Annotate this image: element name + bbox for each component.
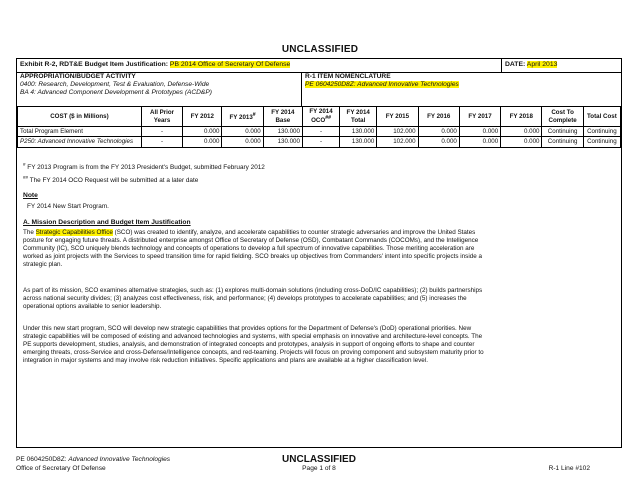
appropriation-row bbox=[17, 72, 621, 107]
footer-office: Office of Secretary Of Defense bbox=[16, 464, 106, 472]
p1-line1: (SCO) was created to identify, analyze, and accelerate capabilities to counter strategic adversaries and improve the United States bbox=[112, 229, 476, 236]
exhibit-row bbox=[17, 59, 621, 73]
p1-line2: posture for engaging future threats. A distributed enterprise amongst Office of Secretary of Defense (OSD), Combatant Commands (COCOMs), and the Intelligence bbox=[23, 237, 479, 245]
fy2013-mark: # bbox=[252, 111, 256, 118]
cell-fy2014-oco: - bbox=[302, 137, 339, 147]
col-header-fy2016: FY 2016 bbox=[418, 107, 459, 127]
mission-paragraph-2 bbox=[23, 287, 613, 311]
p3-line2: strategic capabilities will be composed of existing and advanced technologies and systems, with special emphasis on innovative and architecture-level concepts. The bbox=[23, 333, 483, 341]
col-header-fy2014-oco bbox=[302, 107, 339, 127]
p2-line2: across national security divides; (3) analyzes cost effectiveness, risk, and performance; (4) develops prototypes to accelerate capabilities; and (5) increases the bbox=[23, 295, 467, 303]
cell-fy2014-base: 130.000 bbox=[263, 127, 302, 137]
table-row bbox=[18, 137, 621, 147]
mission-paragraph-1 bbox=[23, 229, 613, 269]
col-header-fy2017: FY 2017 bbox=[459, 107, 500, 127]
cell-fy2016: 0.000 bbox=[418, 137, 459, 147]
footnote-1 bbox=[23, 162, 265, 171]
cell-complete: Continuing bbox=[542, 127, 583, 137]
footer-center bbox=[16, 456, 622, 473]
cell-fy2017: 0.000 bbox=[459, 127, 500, 137]
cell-fy2012: 0.000 bbox=[183, 127, 222, 137]
col-header-fy2013 bbox=[222, 107, 263, 127]
r1-value: PE 0604250D8Z: Advanced Innovative Technologies bbox=[305, 81, 459, 89]
col-header-fy2014-total: FY 2014 Total bbox=[340, 107, 377, 127]
cell-total: Continuing bbox=[583, 127, 620, 137]
p3-line4: emerging threats, cross-Service and cross-Defense/Intelligence concepts, and red-teaming. Projects will focus on proving component and subsystem maturity prior to bbox=[23, 349, 484, 357]
footer-pe-title: Advanced Innovative Technologies bbox=[68, 456, 171, 463]
cell-fy2015: 102.000 bbox=[377, 127, 418, 137]
exhibit-label-group bbox=[20, 61, 290, 68]
row-label: Total Program Element bbox=[18, 127, 142, 137]
page-classification-title: UNCLASSIFIED bbox=[281, 44, 359, 55]
p1-line5: strategic plan. bbox=[23, 261, 63, 269]
p1-line4: worked as joint projects with the Services to speed transition time for rapid fielding. SCO breaks up objectives from Commanders' intent into specific projects inside a bbox=[23, 253, 482, 261]
r1-nomenclature-block bbox=[301, 72, 621, 106]
col-header-complete: Cost To Complete bbox=[542, 107, 583, 127]
strategic-capabilities-office: Strategic Capabilities Office bbox=[35, 229, 113, 236]
footer-r1-line: R-1 Line #102 bbox=[548, 465, 590, 472]
date-value: April 2013 bbox=[526, 61, 558, 68]
col-header-cost: COST ($ in Millions) bbox=[18, 107, 142, 127]
exhibit-value: PB 2014 Office of Secretary Of Defense bbox=[169, 61, 291, 68]
cell-fy2014-base: 130.000 bbox=[263, 137, 302, 147]
cell-fy2014-total: 130.000 bbox=[340, 137, 377, 147]
cell-fy2015: 102.000 bbox=[377, 137, 418, 147]
footnote-1-text: FY 2013 Program is from the FY 2013 President's Budget, submitted February 2012 bbox=[27, 164, 265, 172]
note-title: Note bbox=[23, 192, 38, 199]
note-text: FY 2014 New Start Program. bbox=[27, 203, 109, 210]
footnote-2 bbox=[23, 175, 198, 184]
cell-fy2012: 0.000 bbox=[183, 137, 222, 147]
cell-fy2018: 0.000 bbox=[501, 137, 542, 147]
col-header-fy2014-base: FY 2014 Base bbox=[263, 107, 302, 127]
footer-classification: UNCLASSIFIED bbox=[282, 454, 356, 465]
appropriation-line2: BA 4: Advanced Component Development & Prototypes (ACD&P) bbox=[20, 89, 212, 97]
col-header-fy2015: FY 2015 bbox=[377, 107, 418, 127]
cell-fy2013: 0.000 bbox=[222, 137, 263, 147]
cell-prior: - bbox=[141, 127, 182, 137]
p3-line3: PE supports development, studies, analysis, and demonstration of integrated concepts and prototypes, analysis in support of ongoing efforts to shape and counter bbox=[23, 341, 475, 349]
cell-fy2018: 0.000 bbox=[501, 127, 542, 137]
cell-prior: - bbox=[141, 137, 182, 147]
appropriation-line1: 0400: Research, Development, Test & Evaluation, Defense-Wide bbox=[20, 81, 210, 89]
p2-line1: As part of its mission, SCO examines alternative strategies, such as: (1) explores multi-domain solutions (including cross-DoD/IC capabilities); (2) builds partnerships bbox=[23, 287, 483, 294]
p1-pre: The bbox=[23, 229, 36, 236]
appropriation-block bbox=[20, 73, 300, 98]
exhibit-date bbox=[501, 59, 621, 72]
p1-first-line bbox=[23, 229, 613, 237]
footer-pe: PE 0604250D8Z: bbox=[16, 456, 69, 463]
cell-complete: Continuing bbox=[542, 137, 583, 147]
r1-title: R-1 ITEM NOMENCLATURE bbox=[305, 73, 391, 80]
mission-title: A. Mission Description and Budget Item Justification bbox=[23, 219, 191, 226]
table-row bbox=[18, 127, 621, 137]
fy2014-oco-label: FY 2014 OCO bbox=[309, 108, 333, 125]
p2-line3: operational options available to senior leadership. bbox=[23, 303, 162, 311]
col-header-prior: All Prior Years bbox=[141, 107, 182, 127]
p3-line1: Under this new start program, SCO will develop new strategic capabilities that provides options for the Department of Defense's (DoD) operational priorities. New bbox=[23, 325, 472, 332]
fy2013-label: FY 2013 bbox=[229, 113, 253, 121]
cell-fy2013: 0.000 bbox=[222, 127, 263, 137]
fy2014-oco-mark: ## bbox=[325, 115, 331, 122]
cell-fy2017: 0.000 bbox=[459, 137, 500, 147]
footer-page: Page 1 of 8 bbox=[302, 464, 336, 472]
p3-line5: integration in major systems and may involve risk reduction initiatives. Specific applications and plans are available at a higher classification level. bbox=[23, 357, 428, 365]
row-label: P250: Advanced Innovative Technologies bbox=[18, 137, 142, 147]
mission-paragraph-3 bbox=[23, 325, 613, 365]
cell-fy2014-total: 130.000 bbox=[340, 127, 377, 137]
cost-table bbox=[17, 106, 621, 148]
cell-total: Continuing bbox=[583, 137, 620, 147]
date-label: DATE: bbox=[505, 61, 526, 68]
col-header-fy2018: FY 2018 bbox=[501, 107, 542, 127]
col-header-fy2012: FY 2012 bbox=[183, 107, 222, 127]
col-header-total: Total Cost bbox=[583, 107, 620, 127]
page-footer bbox=[16, 456, 622, 478]
appropriation-title: APPROPRIATION/BUDGET ACTIVITY bbox=[20, 73, 136, 80]
cell-fy2016: 0.000 bbox=[418, 127, 459, 137]
p1-line3: Community (IC), SCO uniquely blends technology and concepts of operations to develop a full spectrum of innovative capabilities. Those meriting acceleration are bbox=[23, 245, 475, 253]
footnote-1-mark: # bbox=[23, 162, 26, 167]
footnote-2-mark: ## bbox=[23, 175, 29, 180]
footnote-2-text: The FY 2014 OCO Request will be submitted at a later date bbox=[29, 177, 199, 185]
budget-exhibit-box bbox=[16, 58, 622, 448]
cell-fy2014-oco: - bbox=[302, 127, 339, 137]
exhibit-label: Exhibit R-2, RDT&E Budget Item Justification: bbox=[20, 61, 169, 68]
